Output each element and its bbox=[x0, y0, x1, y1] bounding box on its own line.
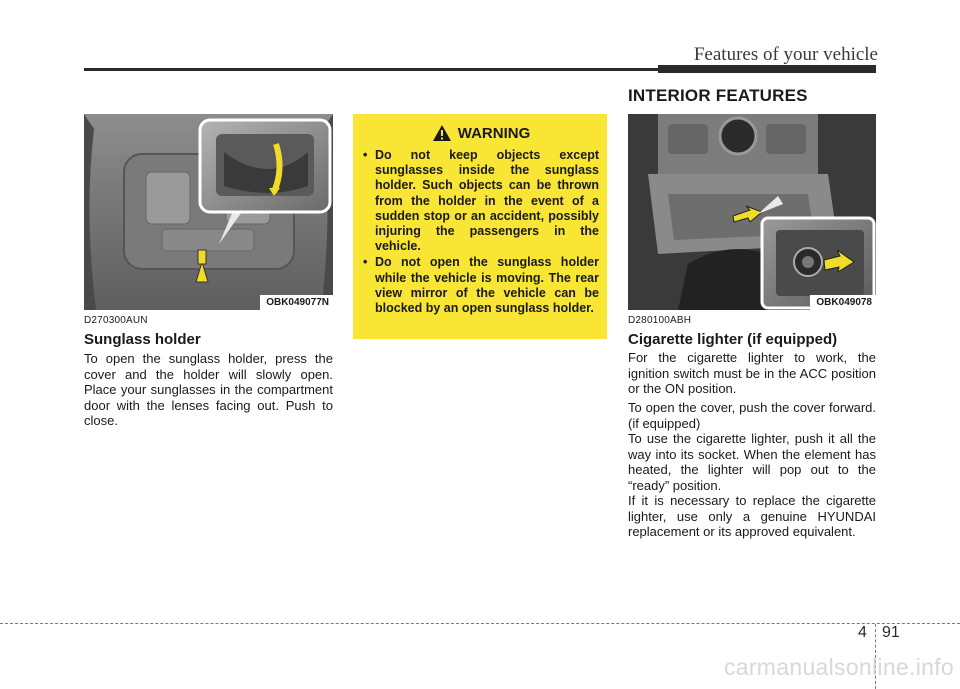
cigarette-lighter-illustration bbox=[628, 114, 876, 310]
chapter-number: 4 bbox=[858, 624, 867, 641]
watermark: carmanualsonline.info bbox=[723, 654, 954, 680]
cigarette-lighter-paragraph: If it is necessary to replace the cigarette lighter, use only a genuine HYUNDAI replacement or its approved equivalent. bbox=[628, 493, 876, 539]
sunglass-holder-photo bbox=[84, 114, 333, 310]
running-header-title: Features of your vehicle bbox=[693, 44, 878, 65]
sunglass-holder-illustration bbox=[84, 114, 333, 310]
page-number: 91 bbox=[882, 624, 900, 641]
warning-item: • Do not open the sunglass holder while the vehicle is moving. The rear view mirror of the vehicle can be blocked by an open sunglass holder. bbox=[363, 255, 599, 316]
cigarette-lighter-heading: Cigarette lighter (if equipped) bbox=[628, 331, 838, 348]
sunglass-holder-body: To open the sunglass holder, press the cover and the holder will slowly open. Place your sunglasses in the compartment door with the lenses facing out. Push to close. bbox=[84, 351, 333, 428]
header-tab bbox=[658, 65, 876, 73]
warning-header bbox=[363, 122, 599, 144]
warning-item: • Do not keep objects except sunglasses inside the sunglass holder. Such objects can be thrown from the holder in the event of a sudden stop or an accident, possibly injuring the passengers in the vehicle. bbox=[363, 148, 599, 254]
cigarette-lighter-photo bbox=[628, 114, 876, 310]
cigarette-lighter-paragraph: To open the cover, push the cover forward. (if equipped) bbox=[628, 400, 876, 431]
section-title: INTERIOR FEATURES bbox=[628, 86, 808, 105]
photo-caption: OBK049078 bbox=[810, 295, 876, 310]
section-code: D280100ABH bbox=[628, 315, 692, 326]
photo-caption: OBK049077N bbox=[260, 295, 333, 310]
cigarette-lighter-paragraph: To use the cigarette lighter, push it all the way into its socket. When the element has heated, the lighter will pop out to the “ready” position. bbox=[628, 431, 876, 493]
sunglass-holder-heading: Sunglass holder bbox=[84, 331, 201, 348]
footer-rule bbox=[0, 623, 960, 624]
warning-triangle-icon bbox=[432, 124, 452, 142]
warning-box bbox=[353, 114, 607, 339]
section-code: D270300AUN bbox=[84, 315, 148, 326]
warning-list bbox=[363, 148, 599, 316]
cigarette-lighter-paragraph: For the cigarette lighter to work, the ignition switch must be in the ACC position or the ON position. bbox=[628, 350, 876, 396]
warning-title: WARNING bbox=[457, 124, 531, 142]
